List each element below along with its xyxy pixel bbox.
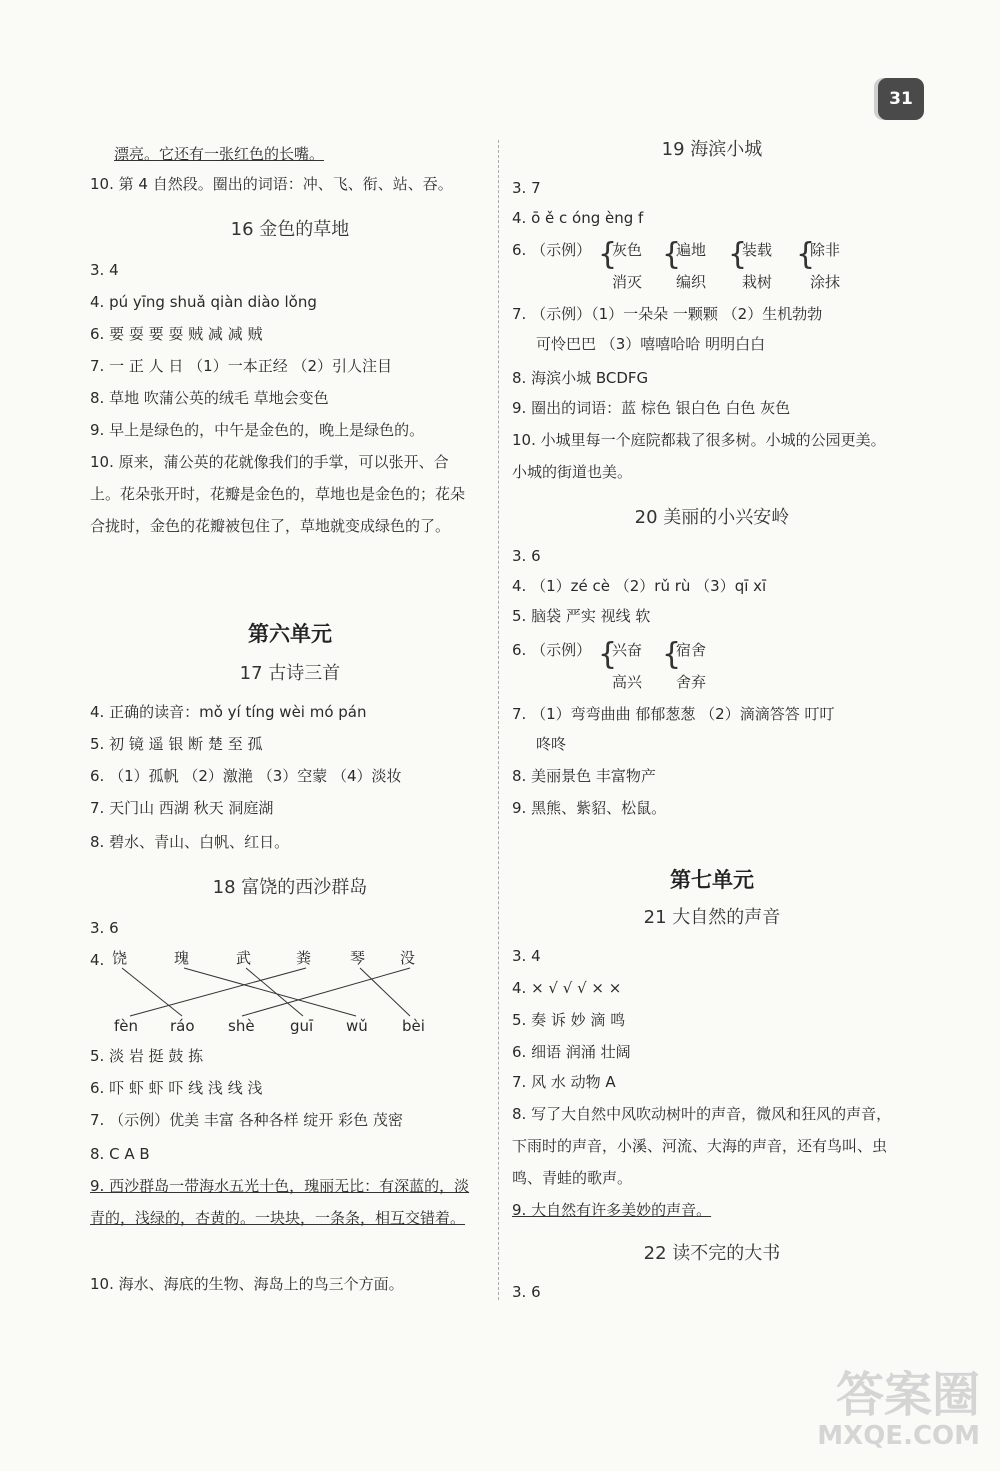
answer-10-unit15: 10. 第 4 自然段。圈出的词语：冲、飞、衔、站、吞。 xyxy=(90,175,453,193)
answer-17-5: 5. 初 镜 遥 银 断 楚 至 孤 xyxy=(90,735,263,753)
match-line-3 xyxy=(246,968,303,1016)
pair-19-3-b: 栽树 xyxy=(742,273,773,291)
answer-17-6: 6. （1）孤帆 （2）激滟 （3）空蒙 （4）淡妆 xyxy=(90,767,402,785)
match-bottom-5: bèi xyxy=(402,1017,425,1035)
answer-17-8: 8. 碧水、青山、白帆、红日。 xyxy=(90,833,290,851)
match-top-5: 没 xyxy=(400,949,416,967)
answer-17-4: 4. 正确的读音：mǒ yí tíng wèi mó pán xyxy=(90,703,367,721)
pair-19-4-a: 除非 xyxy=(810,241,841,259)
brace-19-2: { xyxy=(662,237,682,272)
answer-19-9: 9. 圈出的词语：蓝 棕色 银白色 白色 灰色 xyxy=(512,399,791,417)
answer-18-7: 7. （示例）优美 丰富 各种各样 绽开 彩色 茂密 xyxy=(90,1111,403,1129)
brace-19-1: { xyxy=(598,237,618,272)
answer-21-9-text: 9. 大自然有许多美妙的声音。 xyxy=(512,1201,712,1219)
match-line-2 xyxy=(184,968,356,1016)
answer-18-10: 10. 海水、海底的生物、海岛上的鸟三个方面。 xyxy=(90,1275,404,1293)
pair-19-2-b: 编织 xyxy=(676,273,707,291)
answer-16-3: 3. 4 xyxy=(90,261,119,279)
answer-18-3: 3. 6 xyxy=(90,919,119,937)
watermark-line2: MXQE.COM xyxy=(817,1421,980,1451)
answer-18-5: 5. 淡 岩 挺 鼓 拣 xyxy=(90,1047,204,1065)
answer-19-8: 8. 海滨小城 BCDFG xyxy=(512,369,649,387)
pair-19-4-b: 涂抹 xyxy=(810,273,841,291)
match-bottom-1: ráo xyxy=(170,1017,195,1035)
pair-20-1-a: 兴奋 xyxy=(612,641,643,659)
match-bottom-2: shè xyxy=(228,1017,255,1035)
pair-19-2-a: 遍地 xyxy=(676,241,707,259)
pair-20-2-b: 舍弃 xyxy=(676,673,707,691)
section-title-17: 17 古诗三首 xyxy=(239,663,341,684)
answer-22-3: 3. 6 xyxy=(512,1283,541,1301)
answer-17-7: 7. 天门山 西湖 秋天 洞庭湖 xyxy=(90,799,274,817)
match-line-1 xyxy=(122,968,182,1016)
answer-16-9: 9. 早上是绿色的，中午是金色的，晚上是绿色的。 xyxy=(90,421,425,439)
answer-20-7a: 7. （1）弯弯曲曲 郁郁葱葱 （2）滴滴答答 叮叮 xyxy=(512,705,835,723)
answer-18-6: 6. 吓 虾 虾 吓 线 浅 线 浅 xyxy=(90,1079,263,1097)
answer-19-10: 10. 小城里每一个庭院都栽了很多树。小城的公园更美。小城的街道也美。 xyxy=(512,431,886,481)
continued-text: 漂亮。它还有一张红色的长嘴。 xyxy=(114,145,325,163)
answer-16-7: 7. 一 正 人 日 （1）一本正经 （2）引人注目 xyxy=(90,357,393,375)
match-line-4 xyxy=(130,968,306,1016)
brace-20-1: { xyxy=(598,637,618,672)
brace-19-3: { xyxy=(728,237,748,272)
match-bottom-0: fèn xyxy=(114,1017,139,1035)
match-top-2: 武 xyxy=(236,949,252,967)
match-bottom-4: wǔ xyxy=(346,1017,368,1035)
brace-19-4: { xyxy=(796,237,816,272)
section-title-21: 21 大自然的声音 xyxy=(643,907,781,928)
column-divider xyxy=(498,140,499,1300)
match-top-4: 琴 xyxy=(350,949,366,967)
match-bottom-3: guī xyxy=(290,1017,314,1035)
section-title-19: 19 海滨小城 xyxy=(661,139,763,160)
answer-16-8: 8. 草地 吹蒲公英的绒毛 草地会变色 xyxy=(90,389,329,407)
answer-20-6-label: 6. （示例） xyxy=(512,641,592,659)
watermark-logo xyxy=(817,1369,980,1451)
pair-19-1-b: 消灭 xyxy=(612,273,643,291)
section-title-22: 22 读不完的大书 xyxy=(643,1243,781,1264)
answer-21-7: 7. 风 水 动物 A xyxy=(512,1073,616,1091)
answer-19-7b: 可怜巴巴 （3）嘻嘻哈哈 明明白白 xyxy=(536,335,766,353)
unit-title-6: 第六单元 xyxy=(248,622,332,646)
answer-18-4-label: 4. xyxy=(90,951,105,969)
pair-20-1-b: 高兴 xyxy=(612,673,643,691)
answer-19-7a: 7. （示例）（1）一朵朵 一颗颗 （2）生机勃勃 xyxy=(512,305,823,323)
page-number: 31 xyxy=(889,89,913,109)
answer-21-3: 3. 4 xyxy=(512,947,541,965)
matching-lines xyxy=(110,944,430,1034)
answer-20-3: 3. 6 xyxy=(512,547,541,565)
answer-21-9 xyxy=(512,1200,711,1220)
answer-16-10: 10. 原来，蒲公英的花就像我们的手掌，可以张开、合上。花朵张开时，花瓣是金色的，草地也是金色的；花朵合拢时，金色的花瓣被包住了，草地就变成绿色的了。 xyxy=(90,453,466,535)
answer-21-8: 8. 写了大自然中风吹动树叶的声音，微风和狂风的声音，下雨时的声音，小溪、河流、大海的声音，还有鸟叫、虫鸣、青蛙的歌声。 xyxy=(512,1105,892,1187)
brace-20-2: { xyxy=(662,637,682,672)
unit-title-7: 第七单元 xyxy=(670,868,754,892)
page-number-badge xyxy=(878,78,924,120)
answer-18-9-text: 9. 西沙群岛一带海水五光十色，瑰丽无比：有深蓝的，淡青的，浅绿的，杏黄的。一块块，一条条，相互交错着。 xyxy=(90,1177,470,1227)
watermark-line1: 答案圈 xyxy=(835,1367,980,1423)
answer-16-6: 6. 要 耍 要 耍 贼 减 减 贼 xyxy=(90,325,263,343)
pair-19-1-a: 灰色 xyxy=(612,241,643,259)
answer-18-8: 8. C A B xyxy=(90,1145,150,1163)
answer-21-6: 6. 细语 润涌 壮阔 xyxy=(512,1043,631,1061)
answer-18-9 xyxy=(90,1170,470,1234)
answer-16-4: 4. pú yīng shuǎ qiàn diào lǒng xyxy=(90,293,317,311)
matching-exercise xyxy=(110,944,430,1034)
answer-19-4: 4. ō ě c óng èng f xyxy=(512,209,644,227)
pair-19-3-a: 装载 xyxy=(742,241,773,259)
section-title-16: 16 金色的草地 xyxy=(230,219,350,240)
answer-19-3: 3. 7 xyxy=(512,179,541,197)
section-title-20: 20 美丽的小兴安岭 xyxy=(634,507,790,528)
answer-19-6-label: 6. （示例） xyxy=(512,241,592,259)
match-top-0: 饶 xyxy=(112,949,128,967)
section-title-18: 18 富饶的西沙群岛 xyxy=(212,877,368,898)
match-top-3: 粪 xyxy=(296,949,312,967)
continued-line xyxy=(114,144,324,164)
answer-20-8: 8. 美丽景色 丰富物产 xyxy=(512,767,656,785)
answer-20-4: 4. （1）zé cè （2）rǔ rù （3）qī xī xyxy=(512,577,767,595)
answer-21-5: 5. 奏 诉 妙 滴 鸣 xyxy=(512,1011,626,1029)
answer-20-7b: 咚咚 xyxy=(536,735,567,753)
answer-20-9: 9. 黑熊、紫貂、松鼠。 xyxy=(512,799,667,817)
answer-20-5: 5. 脑袋 严实 视线 软 xyxy=(512,607,651,625)
pair-20-2-a: 宿舍 xyxy=(676,641,707,659)
match-top-1: 瑰 xyxy=(174,949,190,967)
answer-21-4: 4. × √ √ √ × × xyxy=(512,979,622,997)
